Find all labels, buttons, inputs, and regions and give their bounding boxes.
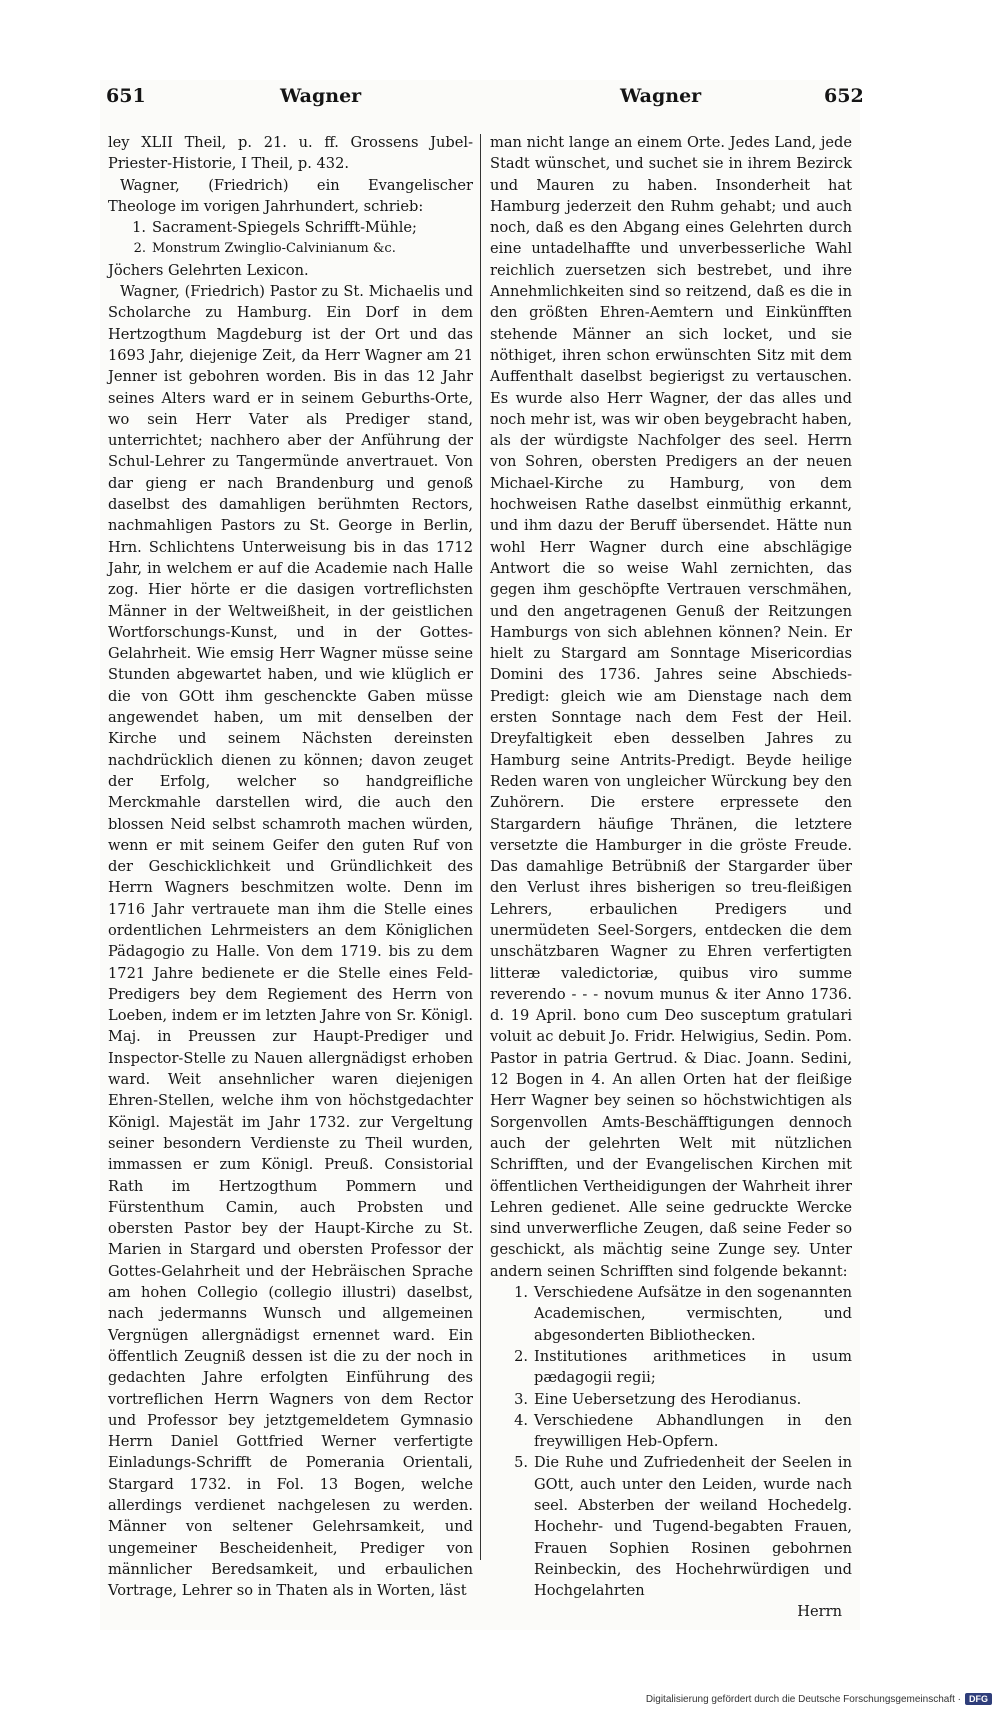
page-number-left: 651 <box>106 85 146 107</box>
list-text: Verschiedene Aufsätze in den sogenannten Academischen, vermischten, und abgesonderten Bibliothecken. <box>534 1284 852 1344</box>
paragraph: Wagner, (Friedrich) Pastor zu St. Michaelis und Scholarche zu Hamburg. Ein Dorf in dem Hertzogthum Magdeburg ist der Ort und das 1693 Jahr, diejenige Zeit, da Herr Wagner am 21 Jenner ist gebohren worden. Bis in das 12 Jahr seines Alters ward er in seinem Geburths-Orte, wo sein Herr Vater als Prediger stand, unterrichtet; nachhero aber der Anführung der Schul-Lehrer zu Tangermünde anvertrauet. Von dar gieng er nach Brandenburg und genoß daselbst des damahligen berühmten Rectors, nachmahligen Pastors zu St. George in Berlin, Hrn. Schlichtens Unterweisung bis in das 1712 Jahr, in welchem er auf die Academie nach Halle zog. Hier hörte er die dasigen vortreflichsten Männer in der Weltweißheit, in der geistlichen Wortforschungs-Kunst, und in der Gottes-Gelahrheit. Wie emsig Herr Wagner müsse seine Stunden abgewartet haben, und wie klüglich er die von GOtt ihm geschenckte Gaben müsse angewendet haben, um mit denselben der Kirche und seinem Nächsten dereinsten nachdrücklich dienen zu können; davon zeuget der Erfolg, welcher so handgreifliche Merckmahle darstellen wird, die auch den blossen Neid selbst schamroth machen würden, wenn er mit seinem Geifer den guten Ruf von der Geschicklichkeit und Gründlichkeit des Herrn Wagners beschmitzen wolte. Denn im 1716 Jahr vertrauete man ihm die Stelle eines ordentlichen Lehrmeisters an dem Königlichen Pädagogio zu Halle. Von dem 1719. bis zu dem 1721 Jahre bedienete er die Stelle eines Feld-Predigers bey dem Regiement des Herrn von Loeben, indem er im letzten Jahre von Sr. Königl. Maj. in Preussen zur Haupt-Prediger und Inspector-Stelle zu Nauen allergnädigst erhoben ward. Weit ansehnlicher waren diejenigen Ehren-Stellen, welche ihm von höchstgedachter Königl. Majestät im Jahr 1732. zur Vergeltung seiner besondern Verdienste zu Theil wurden, immassen er zum Königl. Preuß. Consistorial Rath im Hertzogthum Pommern und Fürstenthum Camin, auch Probsten und obersten Pastor bey der Haupt-Kirche zu St. Marien in Stargard und obersten Professor der Gottes-Gelahrheit und der Hebräischen Sprache am hohen Collegio (collegio illustri) daselbst, nach jedermanns Wunsch und allgemeinen Vergnügen allergnädigst ernennet ward. Ein öffentlich Zeugniß dessen ist die zu der noch in gedachten Jahre erfolgten Einführung des vortreflichen Herrn Wagners von dem Rector und Professor bey jetztgemeldetem Gymnasio Herrn Daniel Gottfried Werner verfertigte Einladungs-Schrifft de Pomerania Orientali, Stargard 1732. in Fol. 13 Bogen, welche allerdings verdienet nachgelesen zu werden. Männer von seltener Gelehrsamkeit, und ungemeiner Bescheidenheit, Prediger von männlicher Beredsamkeit, und erbaulichen Vortrage, Lehrer so in Thaten als in Worten, läst <box>108 283 474 1600</box>
list-item <box>108 217 473 238</box>
work-list <box>108 217 473 260</box>
list-number: 2. <box>514 1347 528 1365</box>
running-head-left: Wagner <box>280 85 362 107</box>
list-text: Eine Uebersetzung des Herodianus. <box>534 1390 802 1408</box>
work-list <box>490 1282 852 1601</box>
left-column <box>108 132 473 1601</box>
list-item <box>490 1389 852 1410</box>
list-number: 3. <box>514 1390 528 1408</box>
list-text: Sacrament-Spiegels Schrifft-Mühle; <box>152 219 417 237</box>
right-column <box>490 132 852 1623</box>
list-item <box>490 1410 852 1453</box>
footer-text: Digitalisierung gefördert durch die Deutsche Forschungsgemeinschaft · <box>645 1693 961 1705</box>
list-text: Verschiedene Abhandlungen in den freywilligen Heb-Opfern. <box>534 1411 852 1451</box>
list-text: Institutiones arithmetices in usum pædagogii regii; <box>534 1347 852 1387</box>
paragraph: Wagner, (Friedrich) ein Evangelischer Theologe im vorigen Jahrhundert, schrieb: <box>108 176 473 215</box>
running-head-right: Wagner <box>620 85 702 107</box>
list-item <box>490 1452 852 1601</box>
digitization-footer <box>0 1690 1000 1708</box>
list-item <box>108 238 473 259</box>
list-number: 1. <box>132 219 146 237</box>
list-number: 1. <box>514 1284 528 1302</box>
paragraph: Jöchers Gelehrten Lexicon. <box>108 261 309 279</box>
page-number-right: 652 <box>824 85 864 107</box>
dfg-logo: DFG <box>965 1693 992 1705</box>
paragraph: ley XLII Theil, p. 21. u. ff. Grossens Jubel-Priester-Historie, I Theil, p. 432. <box>108 134 473 173</box>
list-number: 5. <box>514 1454 528 1472</box>
list-text: Monstrum Zwinglio-Calvinianum &c. <box>152 241 396 257</box>
list-item <box>490 1346 852 1389</box>
catchword: Herrn <box>797 1603 842 1621</box>
list-number: 4. <box>514 1411 528 1429</box>
list-number: 2. <box>133 241 146 257</box>
list-item <box>490 1282 852 1346</box>
column-divider <box>480 134 481 1560</box>
list-text: Die Ruhe und Zufriedenheit der Seelen in GOtt, auch unter den Leiden, wurde nach seel. Absterben der weiland Hochedelg. Hochehr- und Tugend-begabten Frauen, Frauen Sophien Rosinen gebohrnen Reinbeckin, des Hochehrwürdigen und Hochgelahrten <box>534 1454 852 1600</box>
paragraph: man nicht lange an einem Orte. Jedes Land, jede Stadt wünschet, und suchet sie in ihrem Bezirck und Mauren zu haben. Insonderheit hat Hamburg jederzeit den Ruhm gehabt; und auch noch, daß es den Abgang eines Gelehrten durch eine untadelhaffte und unverbesserliche Wahl reichlich zuersetzen sich bestrebet, und ihre Annehmlichkeiten sind so reitzend, daß es die in den größten Ehren-Aemtern und Einkünfften stehende Männer an sich locket, und sie nöthiget, ihren schon erwünschten Sitz mit dem Auffenthalt daselbst begierigst zu vertauschen. Es wurde also Herr Wagner, der das alles und noch mehr ist, was wir oben beygebracht haben, als der würdigste Nachfolger des seel. Herrn von Sohren, obersten Predigers an der neuen Michael-Kirche zu Hamburg, von dem hochweisen Rathe daselbst einmüthig erkannt, und ihm dazu der Beruff übersendet. Hätte nun wohl Herr Wagner durch eine abschlägige Antwort die so weise Wahl zernichten, das gegen ihm geschöpfte Vertrauen verschmähen, und den angetragenen Genuß der Reitzungen Hamburgs von sich ablehnen können? Nein. Er hielt zu Stargard am Sonntage Misericordias Domini des 1736. Jahres seine Abschieds-Predigt: gleich wie am Dienstage nach dem ersten Sonntage nach dem Fest der Heil. Dreyfaltigkeit eben desselben Jahres zu Hamburg seine Antrits-Predigt. Beyde heilige Reden waren von ungleicher Würckung bey den Zuhörern. Die erstere erpressete den Stargardern häufige Thränen, die letztere versetzte die Hamburger in die gröste Freude. Das damahlige Betrübniß der Stargarder über den Verlust ihres bisherigen so treu-fleißigen Lehrers, erbaulichen Predigers und unermüdeten Seel-Sorgers, entdecken die dem unschätzbaren Wagner zu Ehren verfertigten litteræ valedictoriæ, quibus viro summe reverendo - - - novum munus & iter Anno 1736. d. 19 April. bono cum Deo susceptum gratulari voluit ac debuit Jo. Fridr. Helwigius, Sedin. Pom. Pastor in patria Gertrud. & Diac. Joann. Sedini, 12 Bogen in 4. An allen Orten hat der fleißige Herr Wagner bey seinen so höchstwichtigen als Sorgenvollen Amts-Beschäfftigungen dennoch auch der gelehrten Welt mit nützlichen Schrifften, und der Evangelischen Kirchen mit öffentlichen Vertheidigungen der Wahrheit ihrer Lehren gedienet. Alle seine gedruckte Wercke sind unverwerfliche Zeugen, daß seine Feder so geschickt, als mächtig seine Zunge sey. Unter andern seinen Schrifften sind folgende bekannt: <box>490 134 852 1280</box>
